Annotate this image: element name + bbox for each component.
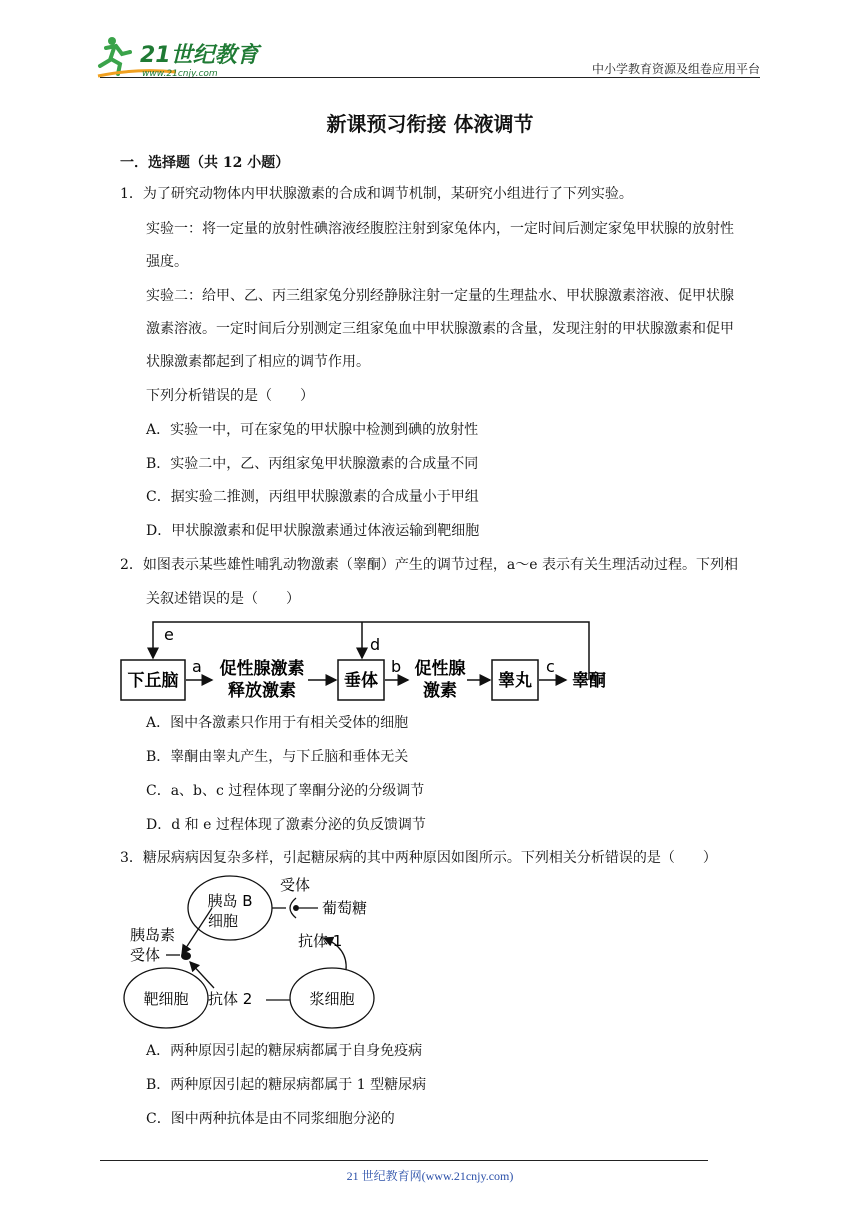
q1-exp2-line1: 实验二：给甲、乙、丙三组家兔分别经静脉注射一定量的生理盐水、甲状腺激素溶液、促甲状腺 <box>146 288 734 304</box>
islet-b-label-line2: 细胞 <box>207 912 239 930</box>
label-a: a <box>192 657 202 676</box>
site-logo <box>96 32 266 82</box>
q2-option-d[interactable]: D．d 和 e 过程体现了激素分泌的负反馈调节 <box>146 817 426 833</box>
section-heading: 一．选择题（共 12 小题） <box>120 155 290 171</box>
q2-option-c[interactable]: C．a、b、c 过程体现了睾酮分泌的分级调节 <box>146 783 425 799</box>
glucose-dot <box>293 905 299 911</box>
gth-label-line1: 促性腺 <box>414 659 466 679</box>
q3-option-b[interactable]: B．两种原因引起的糖尿病都属于 1 型糖尿病 <box>146 1077 427 1093</box>
testis-label: 睾丸 <box>498 671 532 691</box>
label-d: d <box>370 635 381 654</box>
target-cell-label: 靶细胞 <box>143 990 189 1008</box>
q3-stem: 3．糖尿病病因复杂多样，引起糖尿病的其中两种原因如图所示。下列相关分析错误的是（ ） <box>120 850 717 866</box>
plasma-cell-label: 浆细胞 <box>309 990 355 1008</box>
q1-exp2-line2: 激素溶液。一定时间后分别测定三组家兔血中甲状腺激素的含量，发现注射的甲状腺激素和促甲 <box>146 321 734 337</box>
q1-stem: 1．为了研究动物体内甲状腺激素的合成和调节机制，某研究小组进行了下列实验。 <box>120 186 633 202</box>
label-c: c <box>546 657 555 676</box>
insulin-receptor-label-line2: 受体 <box>130 946 161 964</box>
q1-exp2-line3: 状腺激素都起到了相应的调节作用。 <box>146 354 370 370</box>
receptor-label: 受体 <box>280 876 311 894</box>
q1-ask: 下列分析错误的是（ ） <box>146 388 314 404</box>
islet-b-label-line1: 胰岛 B <box>207 892 253 910</box>
label-b: b <box>391 657 402 676</box>
q3-option-a[interactable]: A．两种原因引起的糖尿病都属于自身免疫病 <box>146 1043 423 1059</box>
q1-option-c[interactable]: C．据实验二推测，丙组甲状腺激素的合成量小于甲组 <box>146 489 479 505</box>
q3-option-c[interactable]: C．图中两种抗体是由不同浆细胞分泌的 <box>146 1111 395 1127</box>
q1-exp1-line2: 强度。 <box>146 254 188 270</box>
logo-url-text: www.21cnjy.com <box>142 69 218 79</box>
antibody2-label: 抗体 2 <box>208 990 253 1008</box>
label-e: e <box>164 625 174 644</box>
q2-option-a[interactable]: A．图中各激素只作用于有相关受体的细胞 <box>146 715 409 731</box>
hormone-regulation-diagram <box>118 614 618 710</box>
q1-option-a[interactable]: A．实验一中，可在家兔的甲状腺中检测到碘的放射性 <box>146 422 479 438</box>
q1-exp1-line1: 实验一：将一定量的放射性碘溶液经腹腔注射到家兔体内，一定时间后测定家兔甲状腺的放射性 <box>146 221 734 237</box>
q1-option-d[interactable]: D．甲状腺激素和促甲状腺激素通过体液运输到靶细胞 <box>146 523 480 539</box>
footer-text[interactable]: 21 世纪教育网(www.21cnjy.com) <box>346 1169 514 1183</box>
platform-name: 中小学教育资源及组卷应用平台 <box>591 62 760 76</box>
header-rule <box>100 77 760 78</box>
footer-rule <box>100 1160 708 1161</box>
insulin-arrow <box>182 908 212 954</box>
insulin-receptor-label-line1: 胰岛素 <box>130 926 176 944</box>
diabetes-cause-diagram <box>118 872 398 1032</box>
gth-label-line2: 激素 <box>423 681 457 701</box>
testosterone-label: 睾酮 <box>572 671 606 691</box>
grh-label-line2: 释放激素 <box>228 681 296 701</box>
q1-option-b[interactable]: B．实验二中，乙、丙组家兔甲状腺激素的合成量不同 <box>146 456 479 472</box>
antibody1-label: 抗体 1 <box>298 932 343 950</box>
q2-option-b[interactable]: B．睾酮由睾丸产生，与下丘脑和垂体无关 <box>146 749 409 765</box>
q2-stem-line2: 关叙述错误的是（ ） <box>146 591 300 607</box>
pituitary-label: 垂体 <box>344 671 378 691</box>
page-title: 新课预习衔接 体液调节 <box>326 112 534 136</box>
grh-label-line1: 促性腺激素 <box>219 659 305 679</box>
logo-main-text: 21世纪教育 <box>140 43 259 68</box>
q2-stem-line1: 2．如图表示某些雄性哺乳动物激素（睾酮）产生的调节过程，a～e 表示有关生理活动过程。下列相 <box>120 557 738 573</box>
glucose-label: 葡萄糖 <box>322 899 368 917</box>
hypothalamus-label: 下丘脑 <box>127 671 179 691</box>
